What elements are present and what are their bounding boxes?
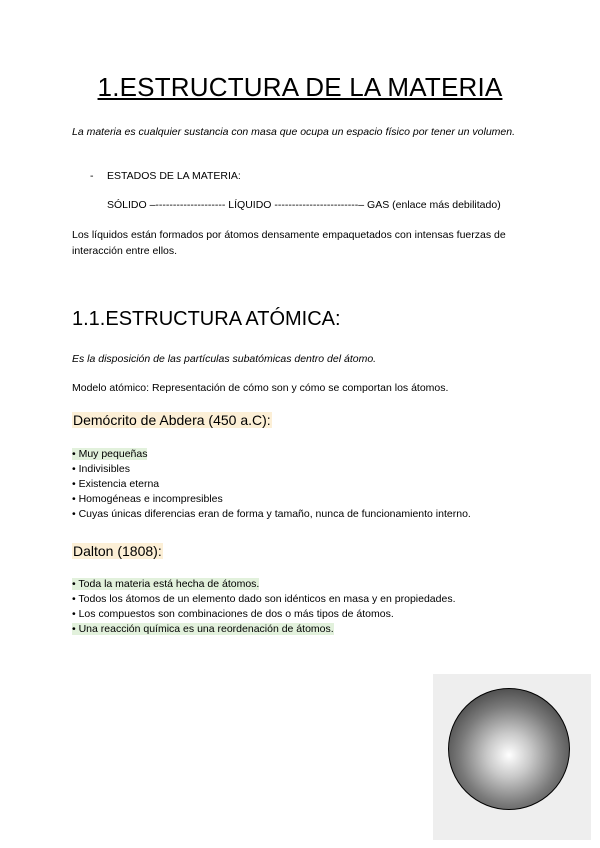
dalton-title: Dalton (1808): — [73, 543, 162, 559]
atom-sphere-graphic — [448, 688, 570, 810]
list-item: • Existencia eterna — [72, 478, 160, 490]
atomic-structure-definition: Es la disposición de las partículas subatómicas dentro del átomo. — [72, 353, 377, 365]
section-heading-atomic-structure: 1.1.ESTRUCTURA ATÓMICA: — [72, 308, 341, 330]
dalton-list — [72, 577, 455, 637]
atom-image — [433, 674, 591, 840]
atomic-model-definition: Modelo atómico: Representación de cómo son y cómo se comportan los átomos. — [72, 382, 449, 394]
list-item: • Cuyas únicas diferencias eran de forma y tamaño, nunca de funcionamiento interno. — [72, 508, 471, 520]
list-item: • Una reacción química es una reordenación de átomos. — [72, 623, 334, 635]
states-bullet: - — [90, 170, 94, 182]
list-item: • Muy pequeñas — [72, 448, 148, 460]
list-item: • Homogéneas e incompresibles — [72, 493, 223, 505]
list-item: • Toda la materia está hecha de átomos. — [72, 578, 260, 590]
list-item: • Todos los átomos de un elemento dado son idénticos en masa y en propiedades. — [72, 593, 456, 605]
democrito-title: Demócrito de Abdera (450 a.C): — [73, 412, 271, 428]
democrito-list — [72, 447, 471, 522]
democrito-section — [72, 412, 272, 430]
dalton-section — [72, 543, 163, 561]
states-heading: ESTADOS DE LA MATERIA: — [107, 170, 241, 182]
page-title: 1.ESTRUCTURA DE LA MATERIA — [97, 72, 503, 102]
liquids-paragraph: Los líquidos están formados por átomos densamente empaquetados con intensas fuerzas de interacción entre ellos. — [72, 229, 506, 257]
states-line: SÓLIDO –-------------------- LÍQUIDO ------------------------– GAS (enlace más debilitado) — [107, 199, 501, 211]
list-item: • Los compuestos son combinaciones de dos o más tipos de átomos. — [72, 608, 394, 620]
intro-definition: La materia es cualquier sustancia con masa que ocupa un espacio físico por tener un volumen. — [72, 126, 516, 138]
list-item: • Indivisibles — [72, 463, 130, 475]
